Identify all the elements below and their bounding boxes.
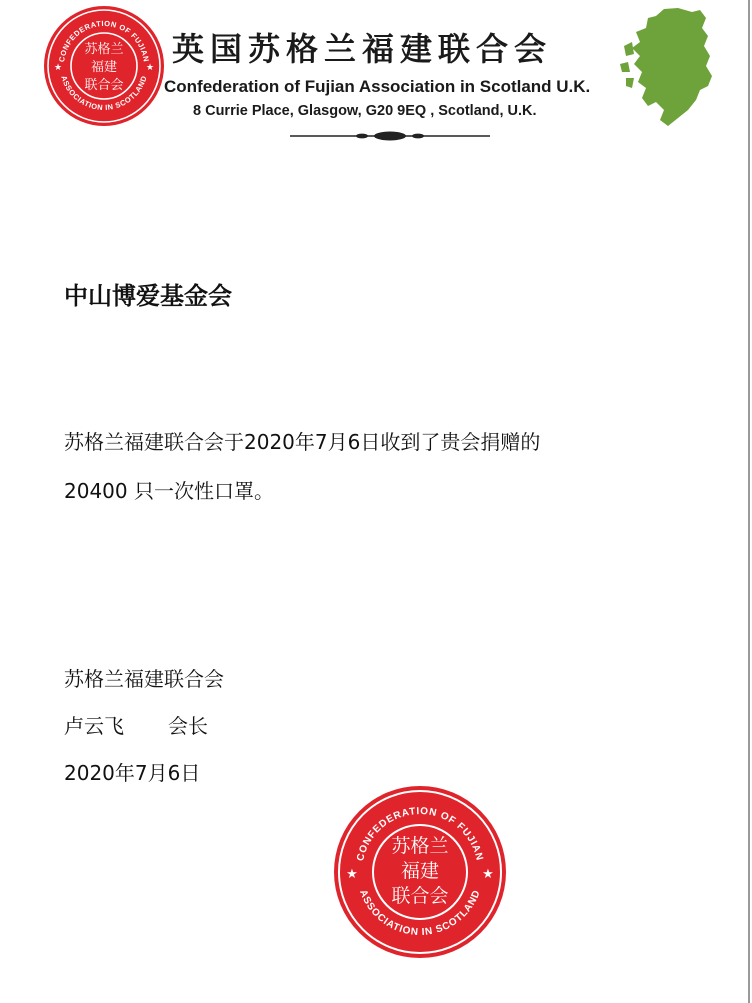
header-logo-seal (42, 4, 166, 128)
seal-ring-bottom: ASSOCIATION IN SCOTLAND (357, 888, 483, 939)
header-logo-line-3: 联合会 (84, 78, 124, 93)
letter-body-line-1: 苏格兰福建联合会于2020年7月6日收到了贵会捐赠的 (64, 430, 541, 454)
header-logo-star-left: ★ (53, 63, 63, 73)
header-logo-line-2: 福建 (90, 60, 118, 75)
header-logo-star-right: ★ (145, 63, 155, 73)
page-edge (748, 0, 750, 1003)
official-seal-stamp (330, 782, 510, 962)
seal-star-right: ★ (482, 867, 494, 882)
signature-date: 2020年7月6日 (64, 761, 201, 785)
seal-line-1: 苏格兰 (391, 835, 449, 857)
seal-line-3: 联合会 (391, 885, 449, 907)
header-logo-ring-bottom: ASSOCIATION IN SCOTLAND (59, 74, 149, 113)
signature-organization: 苏格兰福建联合会 (64, 667, 224, 691)
letter-body-line-2: 20400 只一次性口罩。 (64, 479, 274, 503)
seal-ring-top: CONFEDERATION OF FUJIAN (355, 805, 485, 863)
header-logo-ring-top: CONFEDERATION OF FUJIAN (57, 18, 151, 63)
header-title: 英国苏格兰福建联合会 (172, 30, 553, 68)
seal-line-2: 福建 (400, 860, 440, 882)
header-divider-ornament (290, 129, 490, 143)
seal-star-left: ★ (346, 867, 358, 882)
signature-name: 卢云飞 (64, 714, 124, 738)
header-logo-line-1: 苏格兰 (84, 42, 124, 57)
signature-name-row (64, 710, 208, 739)
signature-position: 会长 (168, 714, 208, 738)
scotland-map-icon (618, 6, 718, 128)
header-subtitle: Confederation of Fujian Association in Scotland U.K. (164, 77, 591, 96)
header-address: 8 Currie Place, Glasgow, G20 9EQ , Scotland, U.K. (193, 103, 537, 119)
recipient-name: 中山博爱基金会 (64, 282, 232, 310)
